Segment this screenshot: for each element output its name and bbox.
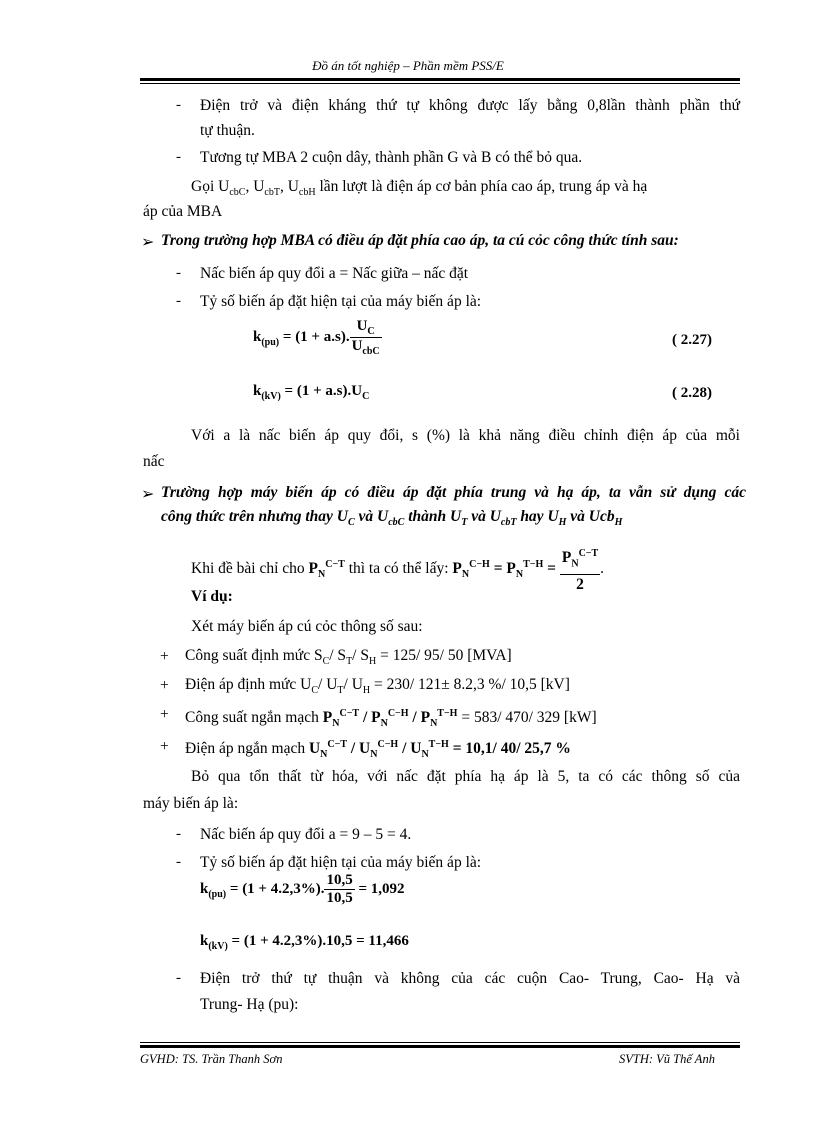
dash-bullet: - bbox=[176, 826, 181, 842]
param-value: = 10,1/ 40/ 25,7 % bbox=[452, 740, 571, 758]
dash-bullet: - bbox=[176, 97, 181, 113]
para-text-middle: thì ta có thể lấy: bbox=[348, 560, 449, 578]
arrow-bullet-icon: ➢ bbox=[141, 234, 155, 251]
param-line: Điện áp ngắn mạch $U_N^{C-T} / U_N^{C-H} / U_N^{T-H} = 10,1/$ 40/ 25,7 % bbox=[185, 739, 571, 761]
section-heading: công thức trên nhưng thay $U_C$ và $U_{cbC}$ thành $U_T$ và $U_{cbT}$ hay $U_H$ và Ucb$_H$ bbox=[161, 508, 623, 529]
para-text-rest: lần lượt là điện áp cơ bản phía cao áp, trung áp và hạ bbox=[319, 178, 648, 195]
equation-number: ( 2.28) bbox=[672, 385, 712, 401]
dash-bullet: - bbox=[176, 970, 181, 986]
para-text: áp của MBA bbox=[143, 203, 223, 220]
param-label: Điện áp ngắn mạch bbox=[185, 740, 306, 758]
equation-2-27: $k_{(pu)} = (1 + a.s)$. $\frac{U_C}{U_{cbC}}$ bbox=[253, 318, 380, 357]
para-text: Nấc biến áp quy đổi a = 9 – 5 = 4. bbox=[200, 826, 412, 843]
para-text: Nấc biến áp quy đổi a = Nấc giữa – nấc đặt bbox=[200, 265, 469, 282]
para-text: Xét máy biến áp cú cỏc thông số sau: bbox=[191, 618, 423, 635]
para-text: Khi đề bài chỉ cho $P_N^{C-T}$ thì ta có thể lấy: $P_N^{C-H} = P_N^{T-H}$ = $\frac{P_N^{C-T}}{2}$ . bbox=[191, 544, 604, 595]
para-text: Điện trở thứ tự thuận và không của các cuộn Cao- Trung, Cao- Hạ và bbox=[200, 970, 740, 987]
arrow-bullet-icon: ➢ bbox=[141, 486, 155, 503]
param-value: = 125/ 95/ 50 [MVA] bbox=[380, 647, 512, 664]
param-line: Điện áp định mức $U_C/$ $U_T/$ $U_H = 230/$ 121± 8.2,3 %/ 10,5 [kV] bbox=[185, 676, 570, 697]
para-text: Bỏ qua tổn thất từ hóa, với nấc đặt phía hạ áp là 5, ta có các thông số của bbox=[191, 768, 740, 785]
example-label: Ví dụ: bbox=[191, 588, 233, 605]
plus-bullet: + bbox=[160, 648, 169, 665]
para-text-start: Khi đề bài chỉ cho bbox=[191, 560, 305, 578]
param-value: = 583/ 470/ 329 [kW] bbox=[461, 709, 597, 727]
para-text: máy biến áp là: bbox=[143, 795, 239, 812]
equation-number: ( 2.27) bbox=[672, 332, 712, 348]
example-equation-pu: $k_{(pu)} = (1 + 4.2,3\%)$. $\frac{10,5}{10,5}$ = 1,092 bbox=[200, 872, 405, 906]
dash-bullet: - bbox=[176, 265, 181, 281]
param-value: = 230/ 121± 8.2,3 %/ 10,5 [kV] bbox=[374, 676, 570, 693]
plus-bullet: + bbox=[160, 677, 169, 694]
section-heading: Trường hợp máy biến áp có điều áp đặt phía trung và hạ áp, ta vẫn sử dụng các bbox=[161, 484, 746, 501]
para-text-start: Gọi U bbox=[191, 178, 230, 195]
dash-bullet: - bbox=[176, 854, 181, 870]
para-text: Tương tự MBA 2 cuộn dây, thành phần G và B có thể bỏ qua. bbox=[200, 149, 583, 166]
para-text: Điện trở và điện kháng thứ tự không được lấy bằng 0,8lần thành phần thứ bbox=[200, 97, 740, 114]
header-rule-thin bbox=[140, 83, 740, 84]
heading-start: công thức trên nhưng thay U bbox=[161, 508, 348, 525]
header-rule bbox=[140, 78, 740, 81]
para-text: Tỷ số biến áp đặt hiện tại của máy biến áp là: bbox=[200, 854, 482, 871]
plus-bullet: + bbox=[160, 706, 169, 723]
footer-student: SVTH: Vũ Thế Anh bbox=[619, 1052, 715, 1066]
para-text: nấc bbox=[143, 453, 165, 470]
para-text: Gọi $U_{cbC}$, $U_{cbT}$, $U_{cbH}$ lần lượt là điện áp cơ bản phía cao áp, trung áp và hạ bbox=[191, 178, 648, 199]
param-label: Điện áp định mức U bbox=[185, 676, 312, 693]
param-line: Công suất ngắn mạch $P_N^{C-T} / P_N^{C-H} / P_N^{T-H} = 583/$ 470/ 329 [kW] bbox=[185, 708, 597, 730]
param-label: Công suất định mức S bbox=[185, 647, 323, 664]
para-text: Với a là nấc biến áp quy đổi, s (%) là khả năng điều chỉnh điện áp của mỗi bbox=[191, 427, 740, 444]
dash-bullet: - bbox=[176, 149, 181, 165]
example-equation-kv: $k_{(kV)} = (1 + 4.2,3\%).10,5 = 11,466$ bbox=[200, 933, 409, 952]
section-heading: Trong trường hợp MBA có điều áp đặt phía cao áp, ta cú cỏc công thức tính sau: bbox=[161, 232, 679, 249]
para-text: Trung- Hạ (pu): bbox=[200, 996, 299, 1013]
plus-bullet: + bbox=[160, 738, 169, 755]
para-text: tự thuận. bbox=[200, 122, 255, 139]
footer-rule-thick bbox=[140, 1045, 740, 1048]
footer-supervisor: GVHD: TS. Trần Thanh Sơn bbox=[140, 1052, 283, 1066]
param-line: Công suất định mức $S_C/$ $S_T/$ $S_H = 125/$ 95/ 50 [MVA] bbox=[185, 647, 512, 668]
page-header: Đồ án tốt nghiệp – Phần mềm PSS/E bbox=[312, 58, 504, 73]
param-label: Công suất ngắn mạch bbox=[185, 709, 319, 727]
equation-2-28: $k_{(kV)} = (1 + a.s).U_C$ bbox=[253, 383, 370, 402]
dash-bullet: - bbox=[176, 293, 181, 309]
footer-rule bbox=[140, 1042, 740, 1043]
para-text: Tỷ số biến áp đặt hiện tại của máy biến áp là: bbox=[200, 293, 482, 310]
